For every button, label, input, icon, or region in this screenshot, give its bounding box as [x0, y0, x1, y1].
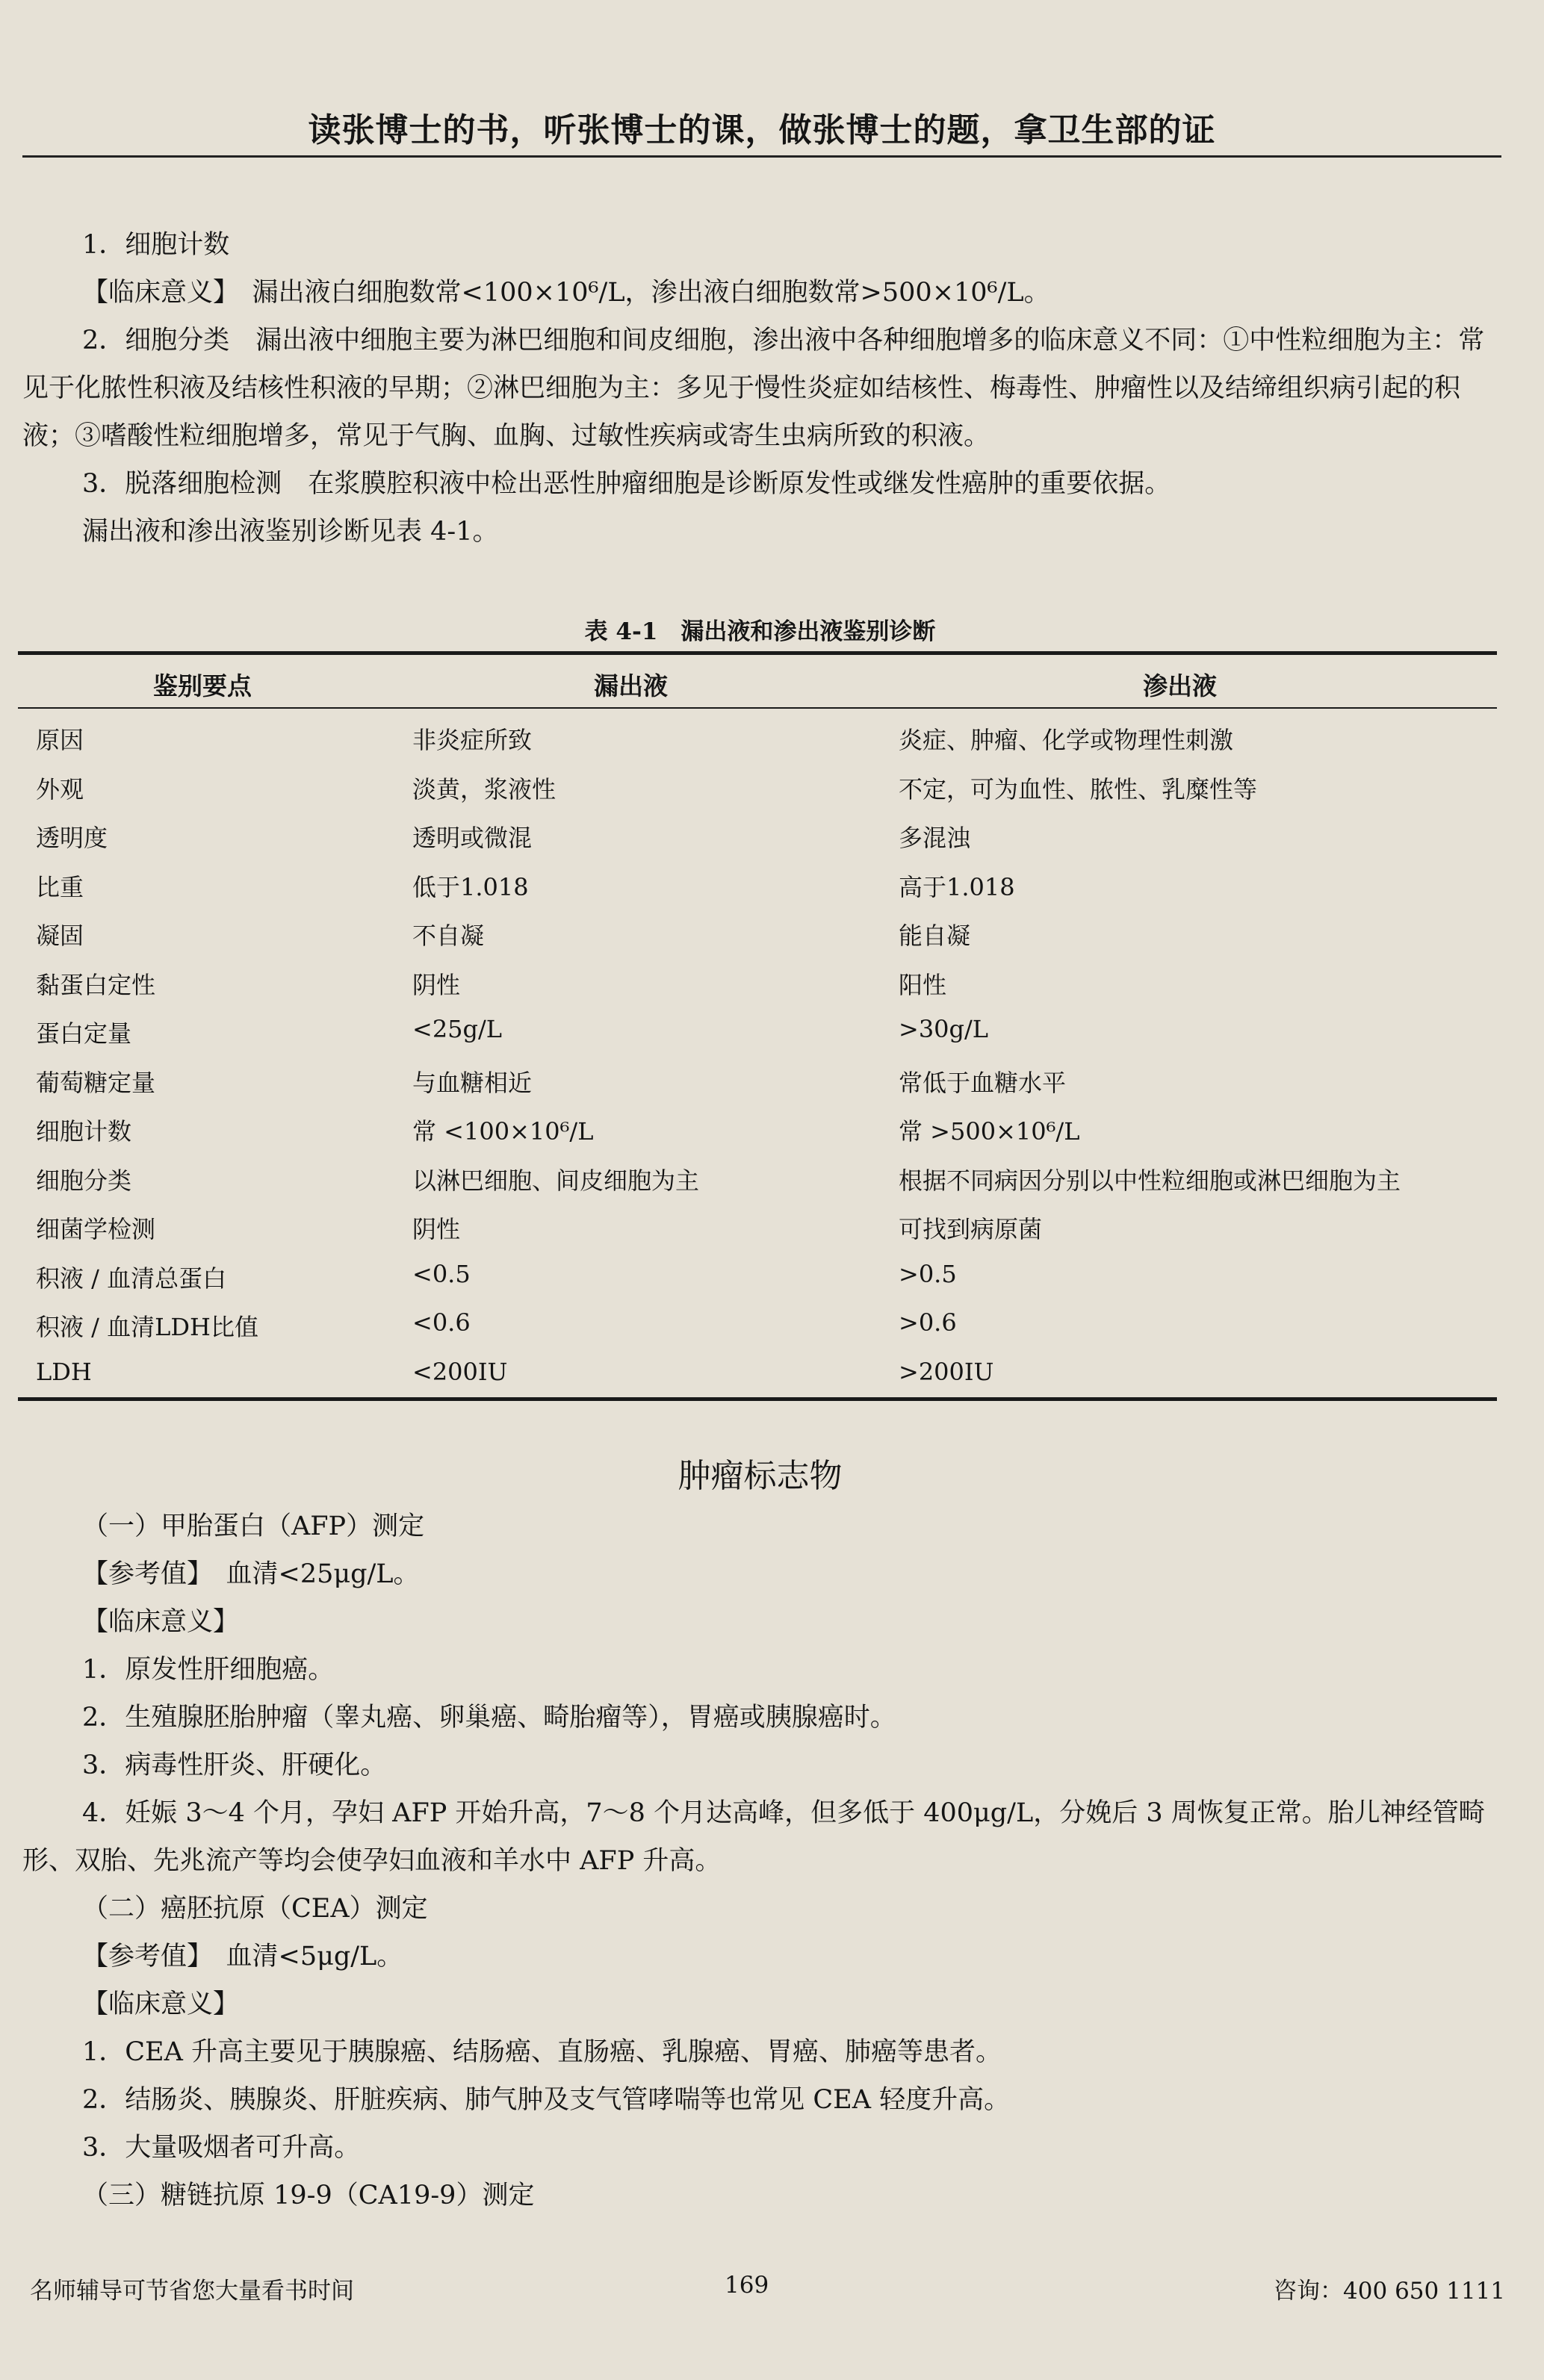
header-cell: 鉴别要点: [153, 671, 252, 700]
table-cell: <200IU: [412, 1357, 508, 1386]
section-title: 肿瘤标志物: [678, 1457, 843, 1495]
footer-contact: 咨询：400 650 1111: [1274, 2278, 1505, 2305]
footer-slogan: 名师辅导可节省您大量看书时间: [30, 2278, 354, 2305]
table-cell: 原因: [36, 726, 84, 754]
table-header: [0, 661, 1544, 703]
table-cell: >30g/L: [899, 1015, 989, 1043]
table-row: [0, 1152, 1544, 1201]
table-cell: 不自凝: [412, 922, 485, 950]
paragraph: 4．妊娠 3～4 个月，孕妇 AFP 开始升高，7～8 个月达高峰，但多低于 400μg/L，分娩后 3 周恢复正常。胎儿神经管畸形、双胎、先兆流产等均会使孕妇血液和羊水中 AFP 升高。: [22, 1798, 1485, 1876]
page-footer: [30, 2272, 1505, 2305]
table-cell: 淡黄，浆液性: [412, 774, 556, 804]
table-row: [0, 1004, 1544, 1054]
table-cell: <25g/L: [412, 1015, 503, 1043]
paragraph: 2．细胞分类 漏出液中细胞主要为淋巴细胞和间皮细胞，渗出液中各种细胞增多的临床意义不同：①中性粒细胞为主：常见于化脓性积液及结核性积液的早期；②淋巴细胞为主：多见于慢性炎症如结核性、梅毒性、肿瘤性以及结缔组织病引起的积液；③嗜酸性粒细胞增多，常见于气胸、血胸、过敏性疾病或寄生虫病所致的积液。: [22, 326, 1485, 451]
paragraph: 1．细胞计数: [82, 230, 230, 260]
paragraph: 【临床意义】: [82, 1989, 240, 2019]
table-cell: >0.5: [899, 1259, 957, 1288]
table-row: [0, 858, 1544, 907]
paragraph: 【临床意义】 漏出液白细胞数常<100×10⁶/L，渗出液白细胞数常>500×10⁶/L。: [82, 278, 1050, 308]
table-row: [0, 1347, 1544, 1396]
table-row: [0, 1298, 1544, 1347]
table-cell: 阴性: [412, 1215, 461, 1243]
paragraph: 3．病毒性肝炎、肝硬化。: [82, 1750, 387, 1780]
table-header-rule: [18, 707, 1497, 709]
table-row: [0, 1249, 1544, 1299]
table-cell: 蛋白定量: [36, 1019, 132, 1048]
table-cell: 细胞计数: [36, 1117, 132, 1146]
table-cell: 常低于血糖水平: [899, 1068, 1067, 1097]
header-cell: 漏出液: [594, 671, 668, 700]
paragraph: （二）癌胚抗原（CEA）测定: [82, 1894, 428, 1924]
table-cell: 阳性: [899, 970, 947, 999]
header-rule: [22, 155, 1501, 158]
intro-text: [22, 221, 1498, 556]
paragraph: 【临床意义】: [82, 1607, 240, 1637]
paragraph: 3．脱落细胞检测 在浆膜腔积液中检出恶性肿瘤细胞是诊断原发性或继发性癌肿的重要依据。: [82, 469, 1171, 499]
table-row: [0, 907, 1544, 956]
table-cell: 阴性: [412, 970, 461, 999]
table-cell: 高于1.018: [899, 872, 1015, 901]
table-bottom-rule: [18, 1397, 1497, 1401]
table-cell: LDH: [36, 1357, 92, 1386]
table-cell: 低于1.018: [412, 872, 529, 901]
paragraph: 漏出液和渗出液鉴别诊断见表 4-1。: [82, 517, 499, 547]
tumor-marker-text: [22, 1503, 1498, 2219]
table-cell: <0.6: [412, 1308, 471, 1337]
table-cell: 非炎症所致: [412, 726, 533, 754]
table-cell: 细胞分类: [36, 1166, 132, 1195]
table-cell: 外观: [36, 774, 84, 804]
paragraph: 1．原发性肝细胞癌。: [82, 1655, 335, 1685]
table-cell: 能自凝: [899, 922, 971, 950]
table-top-rule: [18, 651, 1497, 655]
table-cell: <0.5: [412, 1259, 471, 1288]
table-cell: 透明度: [36, 824, 108, 852]
paragraph: 2．生殖腺胚胎肿瘤（睾丸癌、卵巢癌、畸胎瘤等），胃癌或胰腺癌时。: [82, 1703, 896, 1733]
table-cell: 多混浊: [899, 824, 971, 852]
page-number: 169: [725, 2272, 769, 2299]
table-body: [0, 711, 1544, 1396]
table-row: [0, 1054, 1544, 1103]
running-header: 读张博士的书，听张博士的课，做张博士的题，拿卫生部的证: [308, 111, 1216, 149]
table-cell: 凝固: [36, 922, 84, 950]
paragraph: 2．结肠炎、胰腺炎、肝脏疾病、肺气肿及支气管哮喘等也常见 CEA 轻度升高。: [82, 2085, 1011, 2115]
table-cell: 黏蛋白定性: [36, 970, 156, 999]
table-row: [0, 1200, 1544, 1249]
table-cell: 以淋巴细胞、间皮细胞为主: [412, 1166, 700, 1195]
table-cell: >200IU: [899, 1357, 994, 1386]
table-cell: 可找到病原菌: [899, 1215, 1043, 1243]
table-cell: 常 >500×10⁶/L: [899, 1117, 1080, 1146]
table-cell: 葡萄糖定量: [36, 1068, 156, 1097]
table-cell: 积液 / 血清LDH比值: [36, 1313, 258, 1341]
table-title: 表 4-1 漏出液和渗出液鉴别诊断: [584, 618, 936, 645]
paragraph: 【参考值】 血清<5μg/L。: [82, 1942, 403, 1972]
table-row: [0, 956, 1544, 1005]
table-cell: 常 <100×10⁶/L: [412, 1117, 594, 1146]
table-cell: >0.6: [899, 1308, 957, 1337]
table-cell: 细菌学检测: [36, 1215, 156, 1243]
paragraph: 【参考值】 血清<25μg/L。: [82, 1559, 420, 1589]
table-cell: 比重: [36, 872, 84, 901]
table-cell: 炎症、肿瘤、化学或物理性刺激: [899, 726, 1234, 754]
paragraph: （一）甲胎蛋白（AFP）测定: [82, 1511, 425, 1541]
table-cell: 透明或微混: [412, 824, 533, 852]
table-cell: 不定，可为血性、脓性、乳糜性等: [899, 774, 1258, 804]
table-row: [0, 760, 1544, 810]
paragraph: 1．CEA 升高主要见于胰腺癌、结肠癌、直肠癌、乳腺癌、胃癌、肺癌等患者。: [82, 2037, 1002, 2067]
paragraph: 3．大量吸烟者可升高。: [82, 2133, 361, 2163]
table-row: [0, 711, 1544, 760]
table-cell: 积液 / 血清总蛋白: [36, 1264, 227, 1293]
table-cell: 与血糖相近: [412, 1068, 533, 1097]
paragraph: （三）糖链抗原 19-9（CA19-9）测定: [82, 2181, 535, 2210]
table-row: [0, 1102, 1544, 1152]
table-row: [0, 809, 1544, 858]
table-cell: 根据不同病因分别以中性粒细胞或淋巴细胞为主: [899, 1166, 1401, 1195]
header-cell: 渗出液: [1143, 671, 1217, 700]
